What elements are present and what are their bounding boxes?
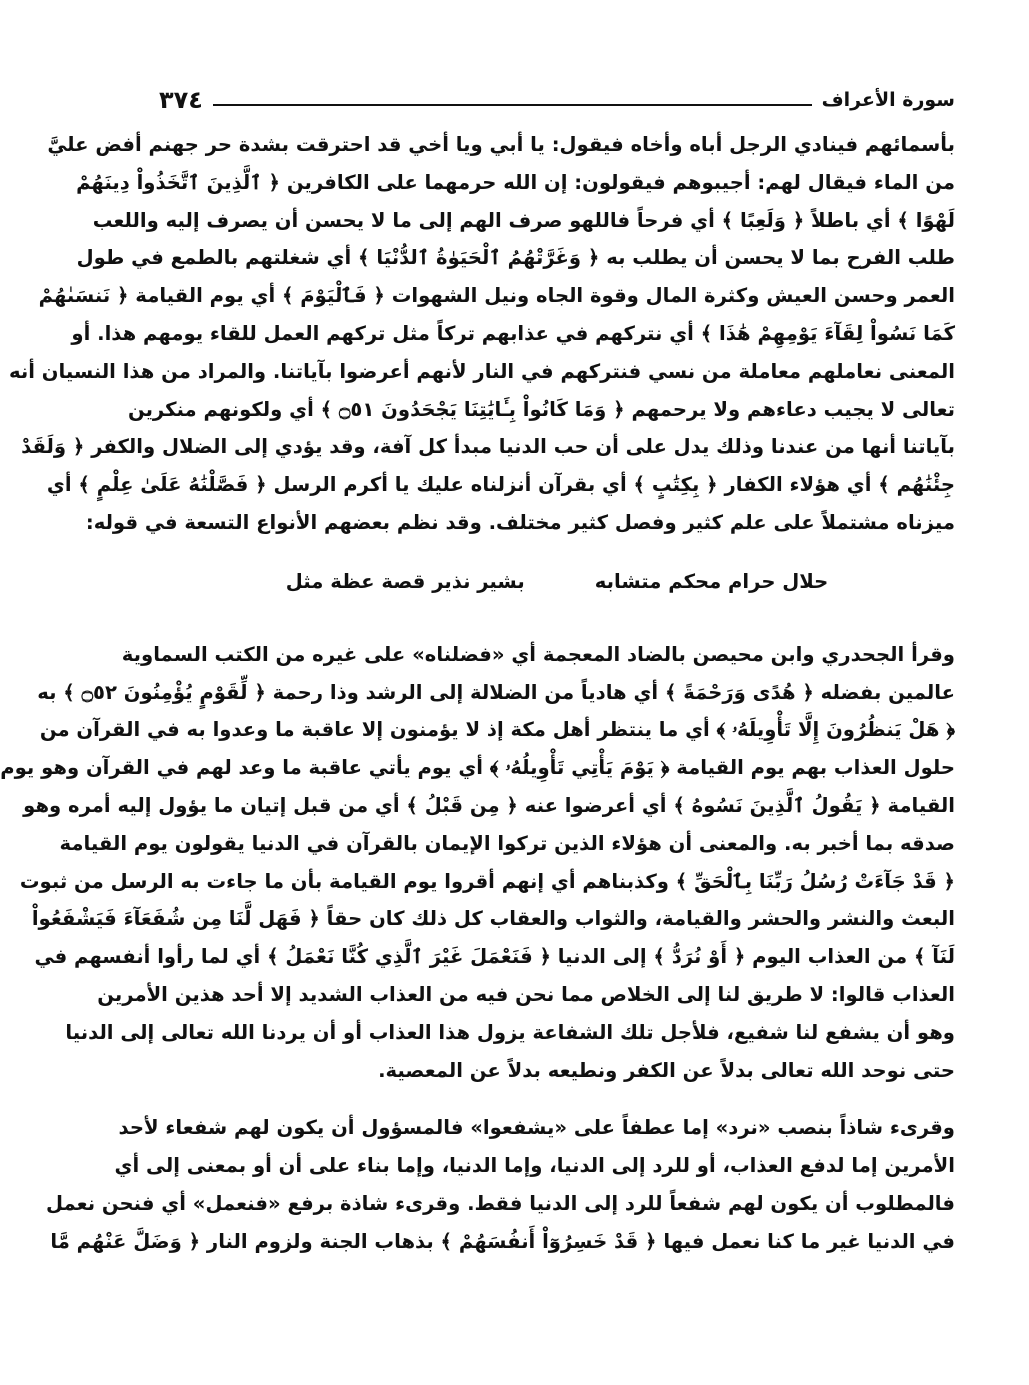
text-line: ﴿ هَلْ يَنظُرُونَ إِلَّا تَأْوِيلَهُۥ ﴾ أي ما ينتظر أهل مكة إذ لا يؤمنون إلا عاقبة ما وعدوا به في القرآن من [39, 718, 955, 742]
text-line: طلب الفرح بما لا يحسن أن يطلب به ﴿ وَغَرَّتْهُمُ ٱلْحَيَوٰةُ ٱلدُّنْيَا ﴾ أي شغلتهم بالطمع في طول [76, 246, 955, 270]
text-line: وقرأ الجحدري وابن محيصن بالضاد المعجمة أي «فضلناه» على غيره من الكتب السماوية [121, 642, 955, 666]
text-line: حتى نوحد الله تعالى بدلاً عن الكفر ونطيعه بدلاً عن المعصية. [378, 1058, 955, 1082]
text-line: المعنى نعاملهم معاملة من نسي فنتركهم في النار لأنهم أعرضوا بآياتنا. والمراد من هذا النسيان أنه [9, 359, 955, 383]
page-number: ٣٧٤ [159, 86, 203, 114]
text-line: البعث والنشر والحشر والقيامة، والثواب والعقاب كل ذلك كان حقاً ﴿ فَهَل لَّنَا مِن شُفَعَآءَ فَيَشْفَعُواْ [31, 907, 955, 931]
text-line: وهو أن يشفع لنا شفيع، فلأجل تلك الشفاعة يزول هذا العذاب أو أن يردنا الله تعالى إلى الدنيا [65, 1020, 955, 1044]
page-header [159, 82, 955, 112]
poem-verse [159, 562, 955, 602]
spacer [159, 542, 955, 562]
text-line: وقرىء شاذاً بنصب «نرد» إما عطفاً على «يشفعوا» فالمسؤول أن يكون لهم شفعاء لأحد [118, 1116, 955, 1140]
paragraph-3 [46, 1109, 955, 1260]
text-line: تعالى لا يجيب دعاءهم ولا يرحمهم ﴿ وَمَا كَانُواْ بِـَٔايَٰتِنَا يَجْحَدُونَ ۝٥١ ﴾ أي ولكونهم منكرين [127, 397, 955, 421]
text-line: القيامة ﴿ يَقُولُ ٱلَّذِينَ نَسُوهُ ﴾ أي أعرضوا عنه ﴿ مِن قَبْلُ ﴾ أي من قبل إتيان ما يؤول إليه أمره وهو [23, 793, 955, 817]
text-line: من الماء فيقال لهم: أجيبوهم فيقولون: إن الله حرمهما على الكافرين ﴿ ٱلَّذِينَ ٱتَّخَذُواْ دِينَهُمْ [76, 170, 955, 194]
text-line: حلول العذاب بهم يوم القيامة ﴿ يَوْمَ يَأْتِي تَأْوِيلُهُۥ ﴾ أي يوم يأتي عاقبة ما وعد لهم في القرآن وهو يوم [0, 756, 955, 780]
text-line: جِئْنَٰهُم ﴾ أي هؤلاء الكفار ﴿ بِكِتَٰبٍ ﴾ أي بقرآن أنزلناه عليك يا أكرم الرسل ﴿ فَصَّلْنَٰهُ عَلَىٰ عِلْمٍ ﴾ أي [46, 473, 955, 497]
paragraph-2 [0, 636, 955, 1090]
text-line: عالمين بفضله ﴿ هُدًى وَرَحْمَةً ﴾ أي هادياً من الضلالة إلى الرشد وذا رحمة ﴿ لِّقَوْمٍ يُؤْمِنُونَ ۝٥٢ ﴾ به [37, 680, 955, 704]
surah-title: سورة الأعراف [821, 89, 955, 111]
text-line: فالمطلوب أن يكون لهم شفعاً للرد إلى الدنيا فقط. وقرىء شاذة برفع «فنعمل» أي فنحن نعمل [46, 1191, 955, 1215]
spacer [159, 1089, 955, 1109]
text-line: في الدنيا غير ما كنا نعمل فيها ﴿ قَدْ خَسِرُوٓاْ أَنفُسَهُمْ ﴾ بذهاب الجنة ولزوم النار ﴿ وَضَلَّ عَنْهُم مَّا [50, 1229, 955, 1253]
poem-hemistich-left: بشير نذير قصة عظة مثل [285, 569, 525, 593]
text-line: بآياتنا أنها من عندنا وذلك يدل على أن حب الدنيا مبدأ كل آفة، وقد يؤدي إلى الضلال والكفر ﴿ وَلَقَدْ [21, 435, 955, 459]
text-line: كَمَا نَسُواْ لِقَآءَ يَوْمِهِمْ هَٰذَا ﴾ أي نتركهم في عذابهم تركاً مثل تركهم العمل للقاء يومهم هذا. أو [71, 321, 955, 345]
text-line: ميزناه مشتملاً على علم كثير وفصل كثير مختلف. وقد نظم بعضهم الأنواع التسعة في قوله: [85, 510, 955, 534]
text-line: ﴿ قَدْ جَآءَتْ رُسُلُ رَبِّنَا بِٱلْحَقِّ ﴾ وكذبناهم أي إنهم أقروا يوم القيامة بأن ما جاءت به الرسل من ثبوت [19, 869, 955, 893]
poem-hemistich-right: حلال حرام محكم متشابه [594, 569, 829, 593]
text-line: صدقه بما أخبر به. والمعنى أن هؤلاء الذين تركوا الإيمان بالقرآن في الدنيا يقولون يوم القيامة [59, 831, 955, 855]
text-line: العذاب قالوا: لا طريق لنا إلى الخلاص مما نحن فيه من العذاب الشديد إلا أحد هذين الأمرين [97, 982, 955, 1006]
text-line: العمر وحسن العيش وكثرة المال وقوة الجاه ونيل الشهوات ﴿ فَٱلْيَوْمَ ﴾ أي يوم القيامة ﴿ نَنسَىٰهُمْ [38, 284, 955, 308]
text-line: الأمرين إما لدفع العذاب، أو للرد إلى الدنيا، وإما الدنيا، وإما بناء على أن أو بمعنى إلى أي [114, 1154, 955, 1178]
text-line: بأسمائهم فينادي الرجل أباه وأخاه فيقول: يا أبي ويا أخي قد احترقت بشدة حر جهنم أفض عليَّ [47, 133, 955, 156]
paragraph-1 [9, 126, 955, 542]
text-line: لَنَآ ﴾ من العذاب اليوم ﴿ أَوْ نُرَدُّ ﴾ إلى الدنيا ﴿ فَنَعْمَلَ غَيْرَ ٱلَّذِي كُنَّا نَعْمَلُ ﴾ أي لما رأوا أنفسهم في [34, 945, 955, 969]
text-line: لَهْوًا ﴾ أي باطلاً ﴿ وَلَعِبًا ﴾ أي فرحاً فاللهو صرف الهم إلى ما لا يحسن أن يصرف إليه واللعب [92, 208, 955, 232]
header-rule [213, 104, 812, 106]
